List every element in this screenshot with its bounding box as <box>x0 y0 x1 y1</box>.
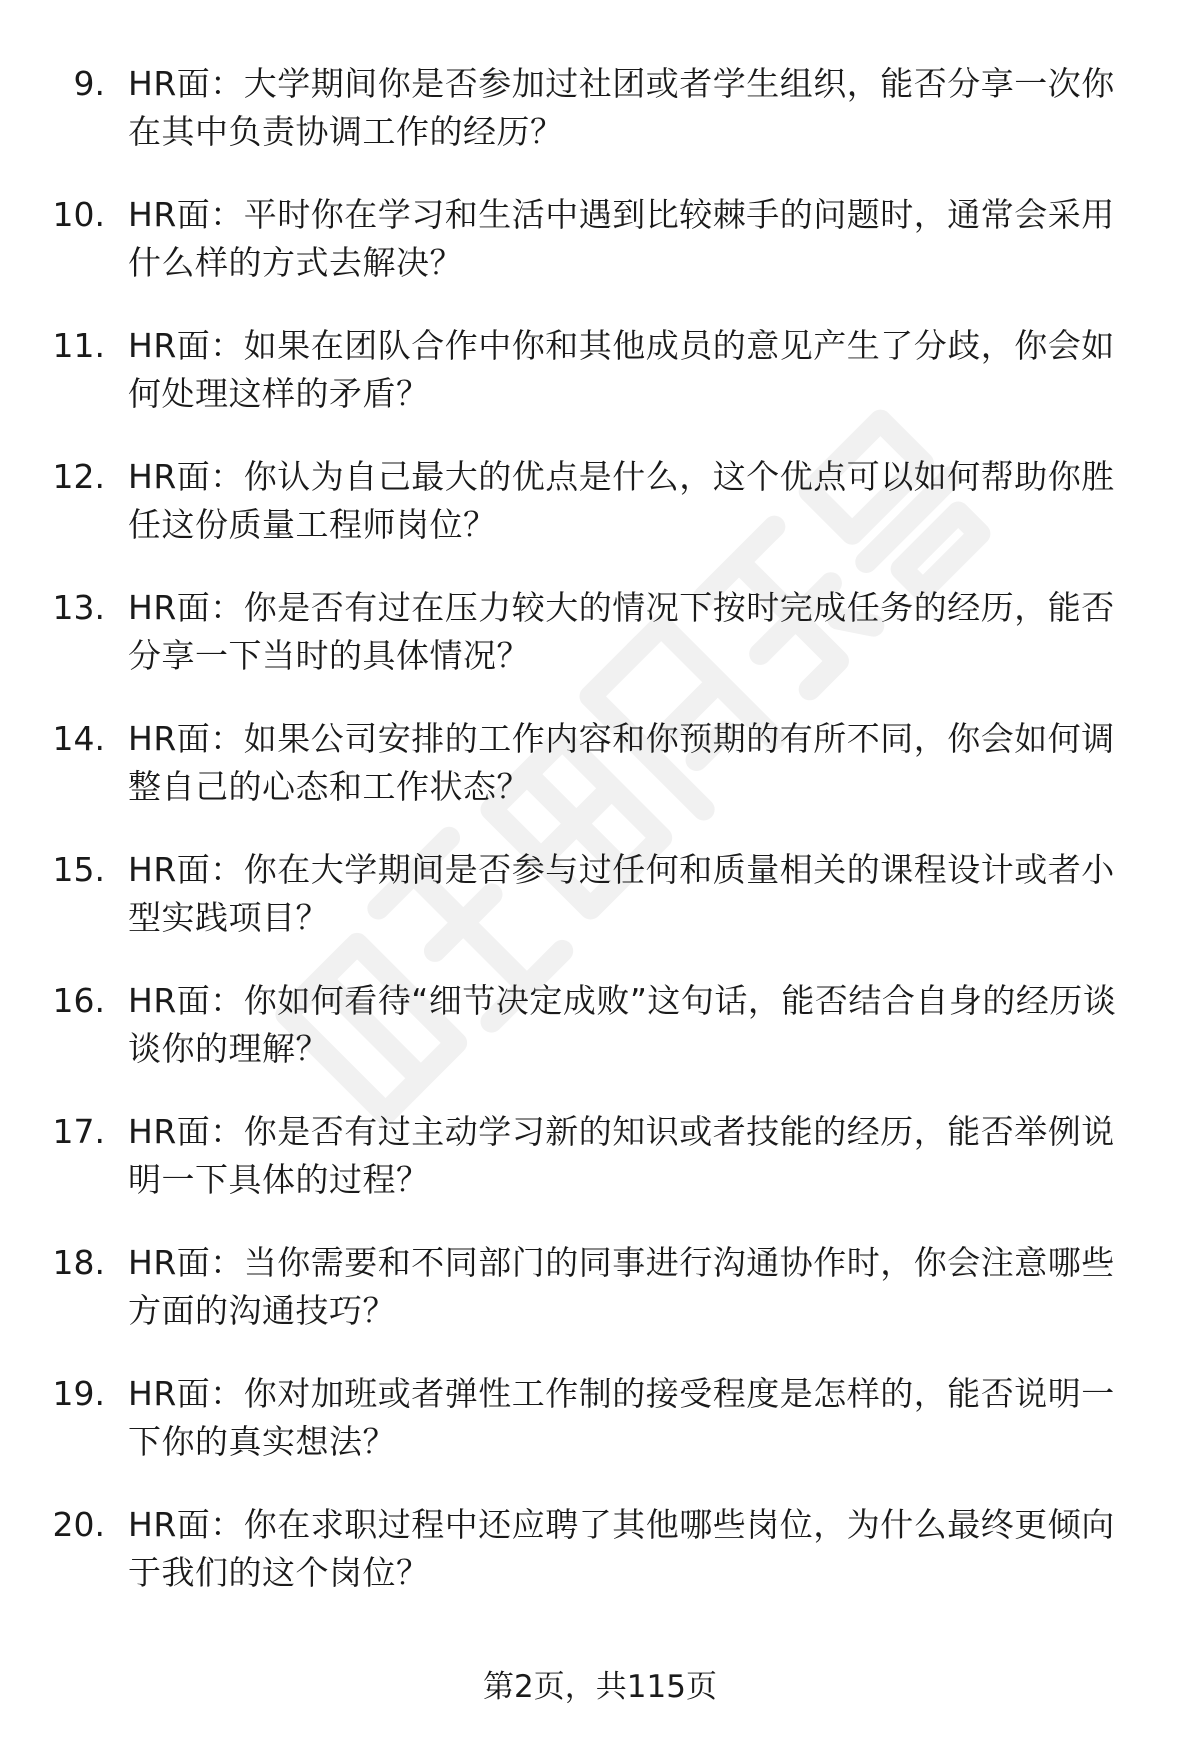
question-item <box>0 453 1200 584</box>
question-text: HR面：你在大学期间是否参与过任何和质量相关的课程设计或者小型实践项目？ <box>128 850 1115 937</box>
question-number: 16. <box>52 981 105 1020</box>
question-item <box>0 322 1200 453</box>
question-item <box>0 1239 1200 1370</box>
question-item <box>0 584 1200 715</box>
question-item <box>0 1370 1200 1501</box>
question-number: 17. <box>52 1112 105 1151</box>
question-text: HR面：如果在团队合作中你和其他成员的意见产生了分歧，你会如何处理这样的矛盾？ <box>128 326 1115 413</box>
question-text: HR面：你是否有过主动学习新的知识或者技能的经历，能否举例说明一下具体的过程？ <box>128 1112 1115 1199</box>
question-number: 20. <box>52 1505 105 1544</box>
question-item <box>0 1108 1200 1239</box>
question-text: HR面：大学期间你是否参加过社团或者学生组织，能否分享一次你在其中负责协调工作的经历？ <box>128 64 1115 151</box>
question-text: HR面：你如何看待“细节决定成败”这句话，能否结合自身的经历谈谈你的理解？ <box>128 981 1117 1068</box>
question-number: 14. <box>52 719 105 758</box>
question-item <box>0 60 1200 191</box>
question-number: 9. <box>73 64 105 103</box>
question-number: 13. <box>52 588 105 627</box>
question-text: HR面：你是否有过在压力较大的情况下按时完成任务的经历，能否分享一下当时的具体情况？ <box>128 588 1115 675</box>
question-text: HR面：当你需要和不同部门的同事进行沟通协作时，你会注意哪些方面的沟通技巧？ <box>128 1243 1115 1330</box>
question-text: HR面：平时你在学习和生活中遇到比较棘手的问题时，通常会采用什么样的方式去解决？ <box>128 195 1115 282</box>
question-text: HR面：如果公司安排的工作内容和你预期的有所不同，你会如何调整自己的心态和工作状态？ <box>128 719 1115 806</box>
question-list <box>0 60 1200 1632</box>
question-number: 19. <box>52 1374 105 1413</box>
question-item <box>0 715 1200 846</box>
question-number: 10. <box>52 195 105 234</box>
question-number: 11. <box>52 326 105 365</box>
question-item <box>0 977 1200 1108</box>
question-text: HR面：你对加班或者弹性工作制的接受程度是怎样的，能否说明一下你的真实想法？ <box>128 1374 1115 1461</box>
page-number: 第2页，共115页 <box>483 1669 717 1705</box>
question-text: HR面：你认为自己最大的优点是什么，这个优点可以如何帮助你胜任这份质量工程师岗位？ <box>128 457 1115 544</box>
question-number: 18. <box>52 1243 105 1282</box>
question-item <box>0 1501 1200 1632</box>
question-text: HR面：你在求职过程中还应聘了其他哪些岗位，为什么最终更倾向于我们的这个岗位？ <box>128 1505 1115 1592</box>
question-item <box>0 191 1200 322</box>
question-number: 15. <box>52 850 105 889</box>
question-number: 12. <box>52 457 105 496</box>
question-item <box>0 846 1200 977</box>
